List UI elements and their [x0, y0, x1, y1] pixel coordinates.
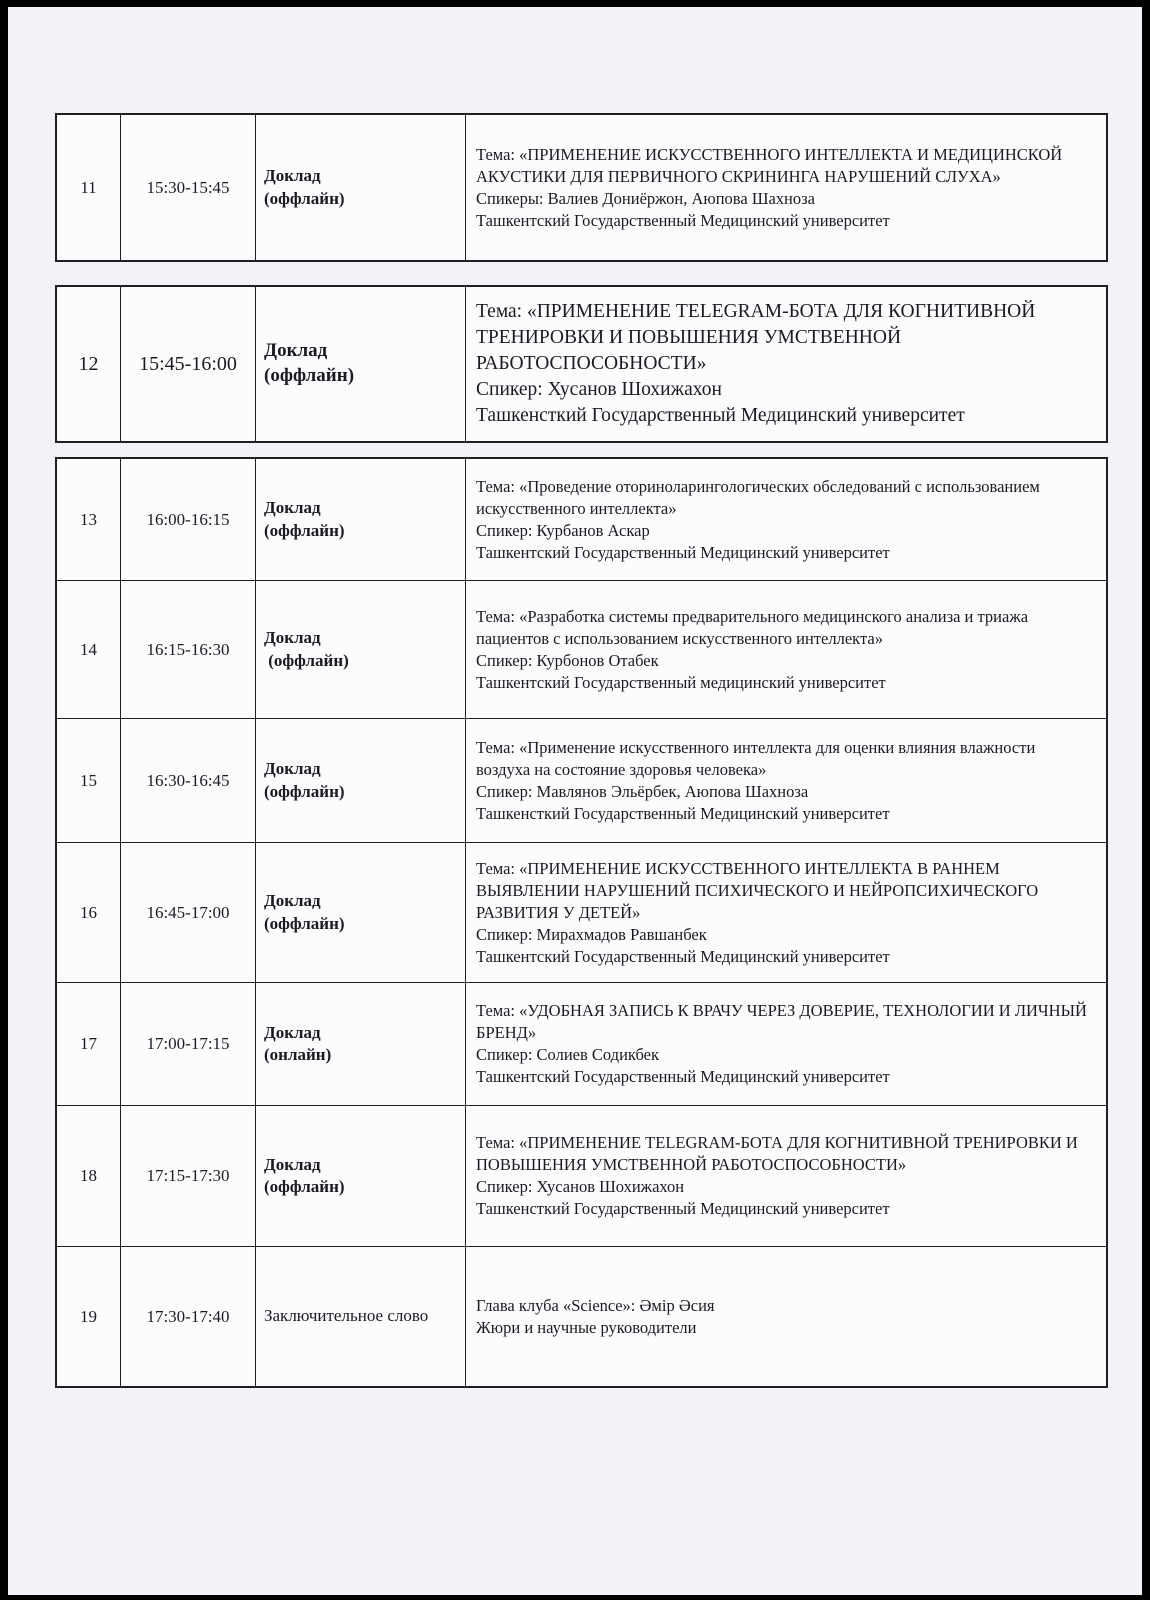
document-page[interactable] [8, 7, 1142, 1595]
organization-text: Ташкентский Государственный Медицинский университет [476, 946, 890, 966]
format-line: (онлайн) [264, 1045, 332, 1064]
table-row [57, 287, 1106, 441]
organization-text: Ташкенсткий Государственный Медицинский университет [476, 1199, 890, 1218]
description-cell [465, 1106, 1106, 1246]
format-line: Доклад [264, 340, 328, 362]
time-cell: 17:15-17:30 [120, 1106, 255, 1246]
table-row [57, 1105, 1106, 1246]
format-line: Доклад [264, 1022, 321, 1042]
description-cell [465, 459, 1106, 580]
format-line: Доклад [264, 498, 321, 518]
format-cell [255, 843, 465, 982]
row-number: 14 [80, 639, 97, 659]
time-cell: 17:00-17:15 [120, 983, 255, 1105]
closing-jury-text: Жюри и научные руководители [476, 1317, 697, 1337]
topic-text: Тема: «Разработка системы предварительного медицинского анализа и триажа пациентов с использованием искусственного интеллекта» [476, 606, 1029, 648]
table-row [57, 718, 1106, 842]
description-cell [465, 983, 1106, 1105]
row-number: 19 [80, 1306, 97, 1326]
time-cell: 15:30-15:45 [120, 115, 255, 260]
topic-text: Тема: «ПРИМЕНЕНИЕ ИСКУССТВЕННОГО ИНТЕЛЛЕКТА И МЕДИЦИНСКОЙ АКУСТИКИ ДЛЯ ПЕРВИЧНОГО СКРИНИНГА НАРУШЕНИЙ СЛУХА» [476, 144, 1063, 186]
format-line: Доклад [264, 1154, 321, 1174]
closing-head-text: Глава клуба «Science»: Әмір Әсия [476, 1295, 715, 1315]
speaker-text: Спикер: Мирахмадов Равшанбек [476, 924, 707, 944]
format-cell [255, 1247, 465, 1386]
speaker-text: Спикер: Солиев Содикбек [476, 1045, 660, 1064]
time-cell: 15:45-16:00 [120, 287, 255, 441]
format-cell [255, 581, 465, 718]
topic-text: Тема: «ПРИМЕНЕНИЕ TELEGRAM-БОТА ДЛЯ КОГНИТИВНОЙ ТРЕНИРОВКИ И ПОВЫШЕНИЯ УМСТВЕННОЙ РАБОТОСПОСОБНОСТИ» [476, 1133, 1078, 1174]
row-number: 15 [80, 770, 97, 790]
organization-text: Ташкенсткий Государственный Медицинский университет [476, 405, 965, 426]
organization-text: Ташкентский Государственный Медицинский университет [476, 1067, 890, 1086]
topic-text: Тема: «Применение искусственного интеллекта для оценки влияния влажности воздуха на состояние здоровья человека» [476, 737, 1036, 779]
row-number: 18 [80, 1166, 97, 1185]
topic-text: Тема: «Проведение оториноларингологических обследований с использованием искусственного интеллекта» [476, 476, 1040, 518]
time-cell: 17:30-17:40 [120, 1247, 255, 1386]
description-cell [465, 287, 1106, 441]
topic-text: Тема: «УДОБНАЯ ЗАПИСЬ К ВРАЧУ ЧЕРЕЗ ДОВЕРИЕ, ТЕХНОЛОГИИ И ЛИЧНЫЙ БРЕНД» [476, 1001, 1087, 1042]
row-number: 17 [80, 1034, 97, 1053]
organization-text: Ташкентский Государственный Медицинский университет [476, 542, 890, 562]
table-row [57, 1246, 1106, 1386]
format-cell [255, 719, 465, 842]
organization-text: Ташкентский Государственный медицинский университет [476, 672, 886, 692]
row-number: 13 [80, 509, 97, 529]
row-number: 12 [78, 352, 99, 375]
speaker-text: Спикер: Хусанов Шохижахон [476, 379, 722, 400]
speaker-text: Спикеры: Валиев Дониёржон, Аюпова Шахноза [476, 188, 815, 208]
organization-text: Ташкенсткий Государственный Медицинский университет [476, 803, 890, 823]
format-cell [255, 459, 465, 580]
time-cell: 16:45-17:00 [120, 843, 255, 982]
schedule-table-block-1 [55, 113, 1108, 262]
row-number: 11 [80, 177, 97, 197]
format-line: (оффлайн) [264, 1177, 345, 1196]
speaker-text: Спикер: Мавлянов Эльёрбек, Аюпова Шахноза [476, 781, 809, 801]
row-number: 16 [80, 902, 97, 922]
format-cell [255, 1106, 465, 1246]
topic-text: Тема: «ПРИМЕНЕНИЕ TELEGRAM-БОТА ДЛЯ КОГНИТИВНОЙ ТРЕНИРОВКИ И ПОВЫШЕНИЯ УМСТВЕННОЙ РАБОТОСПОСОБНОСТИ» [476, 301, 1036, 374]
description-cell [465, 719, 1106, 842]
format-line: Доклад [264, 166, 321, 186]
table-row [57, 459, 1106, 580]
format-line: (оффлайн) [264, 650, 349, 670]
format-line: Доклад [264, 891, 321, 911]
format-cell [255, 983, 465, 1105]
time-cell: 16:00-16:15 [120, 459, 255, 580]
format-line: Доклад [264, 628, 321, 648]
format-line: Заключительное слово [264, 1306, 429, 1326]
speaker-text: Спикер: Курбанов Аскар [476, 520, 650, 540]
table-row [57, 842, 1106, 982]
table-row [57, 580, 1106, 718]
speaker-text: Спикер: Курбонов Отабек [476, 650, 659, 670]
topic-text: Тема: «ПРИМЕНЕНИЕ ИСКУССТВЕННОГО ИНТЕЛЛЕКТА В РАННЕМ ВЫЯВЛЕНИИ НАРУШЕНИЙ ПСИХИЧЕСКОГО И НЕЙРОПСИХИЧЕСКОГО РАЗВИТИЯ У ДЕТЕЙ» [476, 858, 1039, 922]
format-line: (оффлайн) [264, 913, 345, 933]
format-cell [255, 287, 465, 441]
time-cell: 16:15-16:30 [120, 581, 255, 718]
schedule-table-block-3 [55, 457, 1108, 1388]
speaker-text: Спикер: Хусанов Шохижахон [476, 1177, 685, 1196]
format-line: (оффлайн) [264, 188, 345, 208]
format-line: (оффлайн) [264, 365, 355, 386]
schedule-table-block-2 [55, 285, 1108, 443]
format-cell [255, 115, 465, 260]
format-line: (оффлайн) [264, 520, 345, 540]
table-row [57, 115, 1106, 260]
description-cell [465, 843, 1106, 982]
description-cell [465, 115, 1106, 260]
format-line: (оффлайн) [264, 781, 345, 801]
time-cell: 16:30-16:45 [120, 719, 255, 842]
format-line: Доклад [264, 759, 321, 779]
description-cell [465, 1247, 1106, 1386]
organization-text: Ташкентский Государственный Медицинский университет [476, 210, 890, 230]
table-row [57, 982, 1106, 1105]
description-cell [465, 581, 1106, 718]
